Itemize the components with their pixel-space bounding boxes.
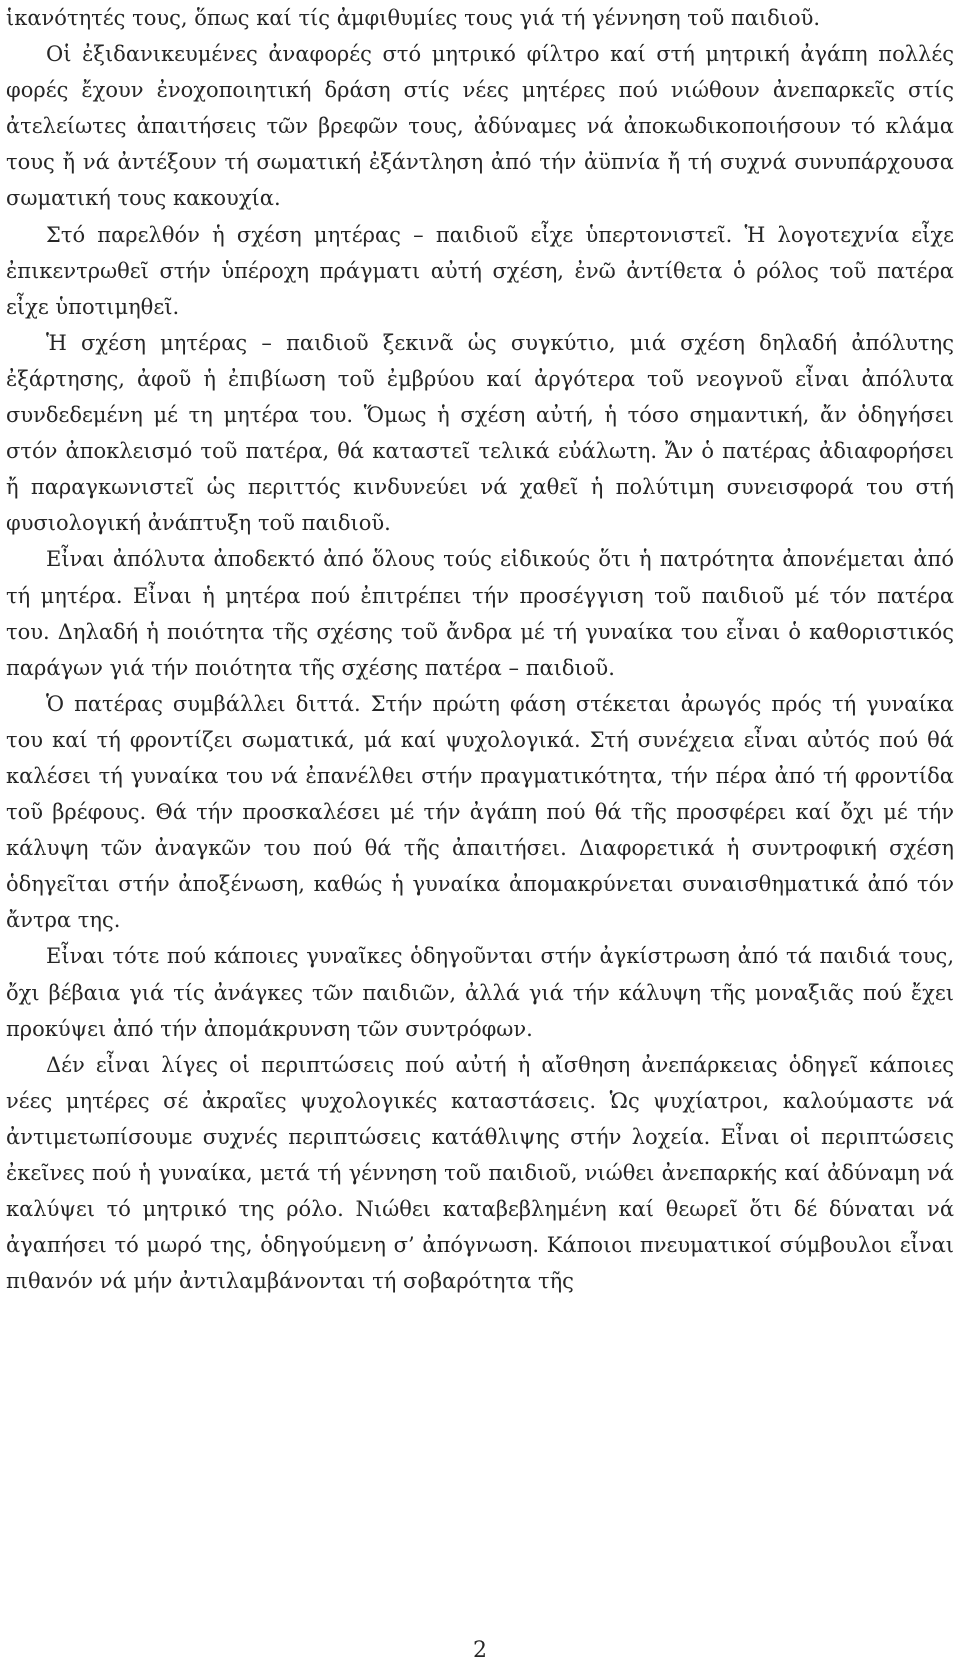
body-text — [6, 0, 954, 1299]
paragraph-8: Δέν εἶναι λίγες οἱ περιπτώσεις πού αὐτή ἡ αἴσθηση ἀνεπάρκειας ὁδηγεῖ κάποιες νέες μητέρες σέ ἀκραῖες ψυχολογικές καταστάσεις. Ὡς ψυχίατροι, καλούμαστε νά ἀντιμετωπίσουμε συχνές περιπτώσεις κατάθλιψης στήν λοχεία. Εἶναι οἱ περιπτώσεις ἐκεῖνες πού ἡ γυναίκα, μετά τή γέννηση τοῦ παιδιοῦ, νιώθει ἀνεπαρκής καί ἀδύναμη νά καλύψει τό μητρικό της ρόλο. Νιώθει καταβεβλημένη καί θεωρεῖ ὅτι δέ δύναται νά ἀγαπήσει τό μωρό της, ὁδηγούμενη σ’ ἀπόγνωση. Κάποιοι πνευματικοί σύμβουλοι εἶναι πιθανόν νά μήν ἀντιλαμβάνονται τή σοβαρότητα τῆς — [6, 1052, 954, 1294]
paragraph-4: Ἡ σχέση μητέρας – παιδιοῦ ξεκινᾶ ὡς συγκύτιο, μιά σχέση δηλαδή ἀπόλυτης ἐξάρτησης, ἀφοῦ ἡ ἐπιβίωση τοῦ ἐμβρύου καί ἀργότερα τοῦ νεογνοῦ εἶναι ἀπόλυτα συνδεδεμένη μέ τη μητέρα του. Ὅμως ἡ σχέση αὐτή, ἡ τόσο σημαντική, ἄν ὁδηγήσει στόν ἀποκλεισμό τοῦ πατέρα, θά καταστεῖ τελικά εὐάλωτη. Ἄν ὁ πατέρας ἀδιαφορήσει ἤ παραγκωνιστεῖ ὡς περιττός κινδυνεύει νά χαθεῖ ἡ πολύτιμη συνεισφορά του στή φυσιολογική ἀνάπτυξη τοῦ παιδιοῦ. — [6, 330, 954, 536]
paragraph-5: Εἶναι ἀπόλυτα ἀποδεκτό ἀπό ὅλους τούς εἰδικούς ὅτι ἡ πατρότητα ἀπονέμεται ἀπό τή μητέρα. Εἶναι ἡ μητέρα πού ἐπιτρέπει τήν προσέγγιση τοῦ παιδιοῦ μέ τόν πατέρα του. Δηλαδή ἡ ποιότητα τῆς σχέσης τοῦ ἄνδρα μέ τή γυναίκα του εἶναι ὁ καθοριστικός παράγων γιά τήν ποιότητα τῆς σχέσης πατέρα – παιδιοῦ. — [6, 547, 954, 680]
page-number: 2 — [473, 1638, 487, 1663]
paragraph-6: Ὁ πατέρας συμβάλλει διττά. Στήν πρώτη φάση στέκεται ἀρωγός πρός τή γυναίκα του καί τή φροντίζει σωματικά, μά καί ψυχολογικά. Στή συνέχεια εἶναι αὐτός πού θά καλέσει τή γυναίκα του νά ἐπανέλθει στήν πραγματικότητα, τήν πέρα ἀπό τή φροντίδα τοῦ βρέφους. Θά τήν προσκαλέσει μέ τήν ἀγάπη πού θά τῆς προσφέρει καί ὄχι μέ τήν κάλυψη τῶν ἀναγκῶν του πού θά τῆς ἀπαιτήσει. Διαφορετικά ἡ συντροφική σχέση ὁδηγεῖται στήν ἀποξένωση, καθώς ἡ γυναίκα ἀπομακρύνεται συναισθηματικά ἀπό τόν ἄντρα της. — [6, 691, 954, 933]
paragraph-2: Οἱ ἐξιδανικευμένες ἀναφορές στό μητρικό φίλτρο καί στή μητρική ἀγάπη πολλές φορές ἔχουν ἐνοχοποιητική δράση στίς νέες μητέρες πού νιώθουν ἀνεπαρκεῖς στίς ἀτελείωτες ἀπαιτήσεις τῶν βρεφῶν τους, ἀδύναμες νά ἀποκωδικοποιήσουν τό κλάμα τους ἤ νά ἀντέξουν τή σωματική ἐξάντληση ἀπό τήν ἀϋπνία ἤ τή συχνά συνυπάρχουσα σωματική τους κακουχία. — [6, 42, 954, 211]
paragraph-7: Εἶναι τότε πού κάποιες γυναῖκες ὁδηγοῦνται στήν ἀγκίστρωση ἀπό τά παιδιά τους, ὄχι βέβαια γιά τίς ἀνάγκες τῶν παιδιῶν, ἀλλά γιά τήν κάλυψη τῆς μοναξιᾶς πού ἔχει προκύψει ἀπό τήν ἀπομάκρυνση τῶν συντρόφων. — [6, 944, 954, 1041]
paragraph-1: ἱκανότητές τους, ὅπως καί τίς ἀμφιθυμίες τους γιά τή γέννηση τοῦ παιδιοῦ. — [6, 6, 821, 30]
paragraph-3: Στό παρελθόν ἡ σχέση μητέρας – παιδιοῦ εἶχε ὑπερτονιστεῖ. Ἡ λογοτεχνία εἶχε ἐπικεντρωθεῖ στήν ὑπέροχη πράγματι αὐτή σχέση, ἐνῶ ἀντίθετα ὁ ρόλος τοῦ πατέρα εἶχε ὑποτιμηθεῖ. — [6, 222, 954, 319]
